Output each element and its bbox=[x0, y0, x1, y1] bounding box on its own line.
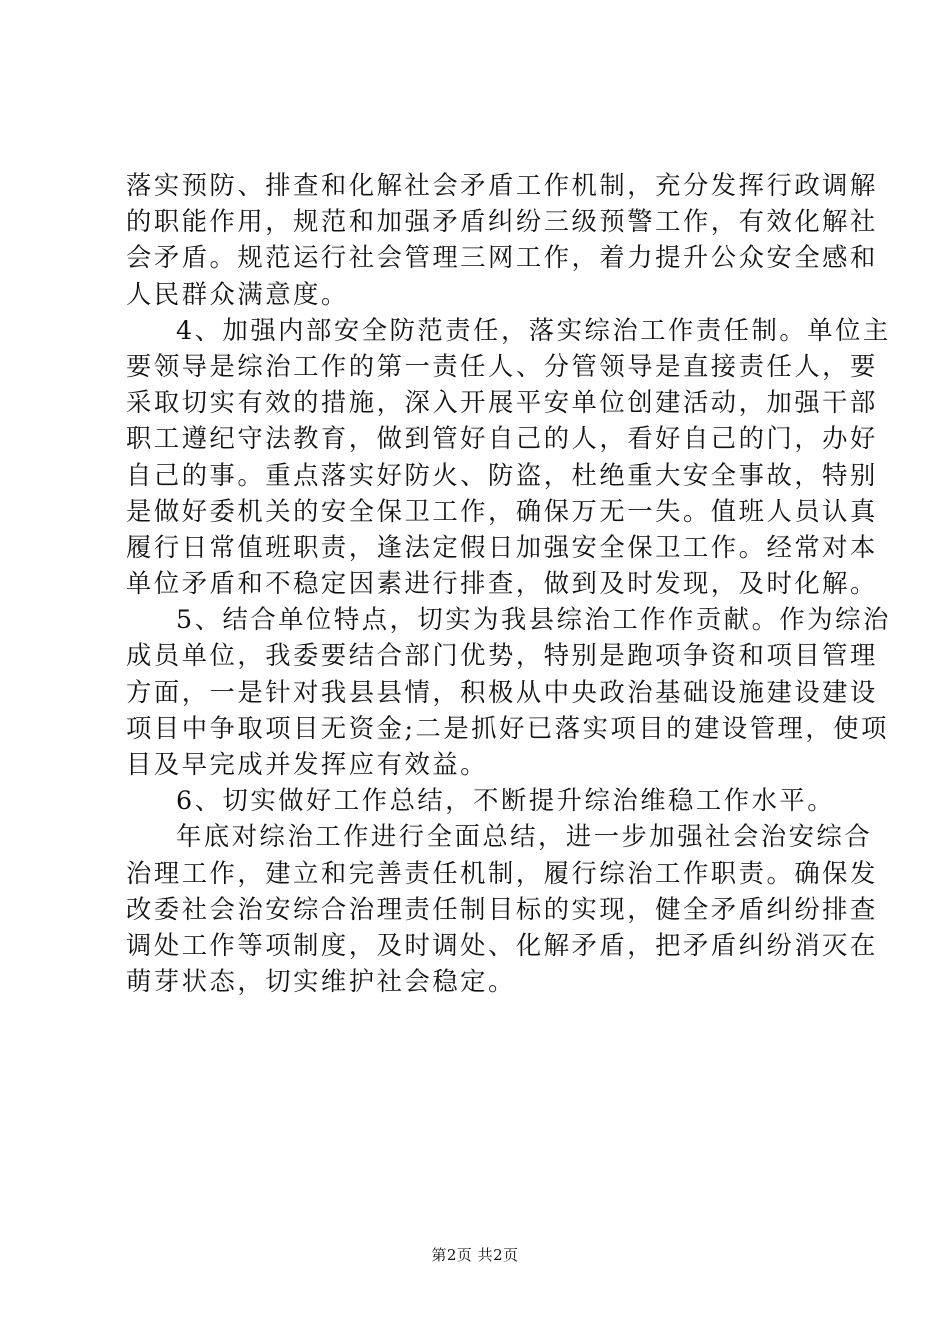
text-line: 履行日常值班职责，逢法定假日加强安全保卫工作。经常对本 bbox=[126, 532, 878, 562]
text-line: 会矛盾。规范运行社会管理三网工作，着力提升公众安全感和 bbox=[126, 243, 878, 273]
text-line: 人民群众满意度。 bbox=[126, 279, 349, 309]
paragraph-4-heading: 4、加强内部安全防范责任，落实综治工作责任制。单位主 bbox=[176, 315, 891, 345]
text-line: 的职能作用，规范和加强矛盾纠纷三级预警工作，有效化解社 bbox=[126, 207, 878, 237]
text-line: 职工遵纪守法教育，做到管好自己的人，看好自己的门，办好 bbox=[126, 424, 878, 454]
text-line: 目及早完成并发挥应有效益。 bbox=[126, 750, 489, 779]
document-body bbox=[126, 168, 891, 1000]
text-line: 采取切实有效的措施，深入开展平安单位创建活动，加强干部 bbox=[126, 388, 878, 418]
page-number-footer: 第2页 共2页 bbox=[431, 1246, 519, 1264]
text-line: 单位矛盾和不稳定因素进行排查，做到及时发现，及时化解。 bbox=[126, 569, 878, 599]
text-line: 是做好委机关的安全保卫工作，确保万无一失。值班人员认真 bbox=[126, 496, 878, 526]
text-line: 方面，一是针对我县县情，积极从中央政治基础设施建设建设 bbox=[126, 677, 878, 707]
text-line: 萌芽状态，切实维护社会稳定。 bbox=[126, 967, 516, 997]
text-line: 自己的事。重点落实好防火、防盗，杜绝重大安全事故，特别 bbox=[126, 460, 878, 490]
text-line: 治理工作，建立和完善责任机制，履行综治工作职责。确保发 bbox=[126, 858, 878, 888]
text-line: 成员单位，我委要结合部门优势，特别是跑项争资和项目管理 bbox=[126, 641, 878, 671]
text-line: 项目中争取项目无资金;二是抓好已落实项目的建设管理，使项 bbox=[126, 713, 889, 743]
text-line: 落实预防、排查和化解社会矛盾工作机制，充分发挥行政调解 bbox=[126, 171, 878, 200]
text-line: 调处工作等项制度，及时调处、化解矛盾，把矛盾纠纷消灭在 bbox=[126, 930, 878, 960]
paragraph-5-heading: 5、结合单位特点，切实为我县综治工作作贡献。作为综治 bbox=[176, 605, 891, 635]
text-line: 改委社会治安综合治理责任制目标的实现，健全矛盾纠纷排查 bbox=[126, 894, 878, 924]
paragraph-6-heading: 6、切实做好工作总结，不断提升综治维稳工作水平。 bbox=[176, 786, 836, 816]
paragraph-summary-start: 年底对综治工作进行全面总结，进一步加强社会治安综合 bbox=[176, 822, 873, 852]
text-line: 要领导是综治工作的第一责任人、分管领导是直接责任人，要 bbox=[126, 351, 878, 381]
